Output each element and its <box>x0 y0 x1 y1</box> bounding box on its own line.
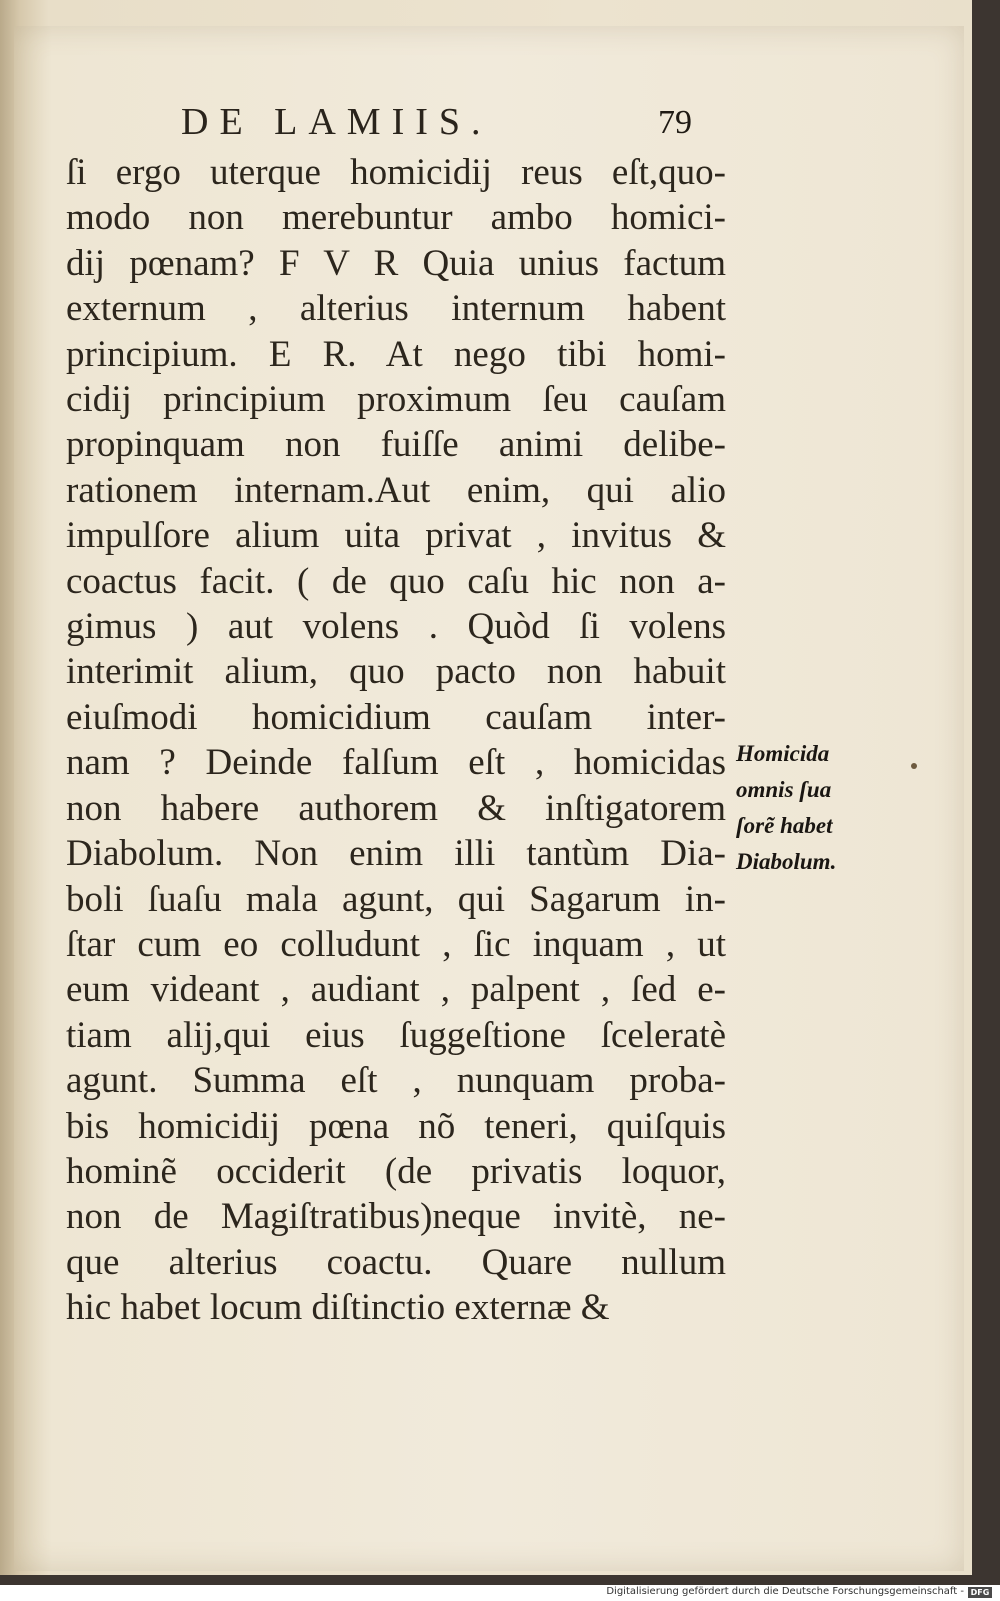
ink-spot <box>911 763 917 769</box>
text-line: ſi ergo uterque homicidij reus eſt,quo- <box>66 152 726 193</box>
text-line: bis homicidij pœna nõ teneri, quiſquis <box>66 1105 726 1147</box>
text-line: principium. E R. At nego tibi homi- <box>66 333 726 375</box>
running-head: DE LAMIIS. <box>181 101 492 143</box>
text-line: tiam alij,qui eius ſuggeſtione ſceleratè <box>66 1014 726 1056</box>
text-line: cidij principium proximum ſeu cauſam <box>66 379 726 421</box>
text-line: nam ? Deinde falſum eſt , homicidas <box>66 742 726 784</box>
text-line: hominẽ occiderit (de privatis loquor, <box>66 1150 726 1192</box>
text-line: impulſore alium uita privat , invitus & <box>66 515 726 557</box>
text-line: coactus facit. ( de quo caſu hic non a- <box>66 560 726 602</box>
page-number: 79 <box>658 104 692 141</box>
text-line: modo non merebuntur ambo homici- <box>66 197 726 239</box>
text-line: gimus ) aut volens . Quòd ſi volens <box>66 606 726 648</box>
text-line: non de Magiſtratibus)neque invitè, ne- <box>66 1196 726 1238</box>
text-line: externum , alterius internum habent <box>66 288 726 330</box>
text-line: boli ſuaſu mala agunt, qui Sagarum in- <box>66 878 726 920</box>
dfg-logo: DFG <box>968 1587 992 1598</box>
text-line: Diabolum. Non enim illi tantùm Dia- <box>66 833 726 875</box>
text-line: ſtar cum eo colludunt , ſic inquam , ut <box>66 923 726 965</box>
text-line: hic habet locum diſtinctio externæ & <box>66 1287 610 1329</box>
text-line: dij pœnam? F V R Quia unius factum <box>66 242 726 284</box>
text-line: rationem internam.Aut enim, qui alio <box>66 469 726 511</box>
text-line: que alterius coactu. Quare nullum <box>66 1241 726 1283</box>
text-line: non habere authorem & inſtigatorem <box>66 787 726 829</box>
text-line: eum videant , audiant , palpent , ſed e- <box>66 969 726 1011</box>
marginal-note <box>736 736 836 880</box>
funding-credit: Digitalisierung gefördert durch die Deutsche Forschungsgemeinschaft - <box>606 1586 964 1597</box>
text-line: interimit alium, quo pacto non habuit <box>66 651 726 693</box>
marginal-note-line: omnis ſua <box>736 777 832 802</box>
marginal-note-line: ſorẽ habet <box>736 813 833 838</box>
main-text-block <box>66 150 726 1331</box>
marginal-note-line: Diabolum. <box>736 849 837 874</box>
text-line: agunt. Summa eſt , nunquam proba- <box>66 1060 726 1102</box>
text-line: propinquam non fuiſſe animi delibe- <box>66 424 726 466</box>
text-line: eiuſmodi homicidium cauſam inter- <box>66 696 726 738</box>
marginal-note-line: Homicida <box>736 741 830 766</box>
